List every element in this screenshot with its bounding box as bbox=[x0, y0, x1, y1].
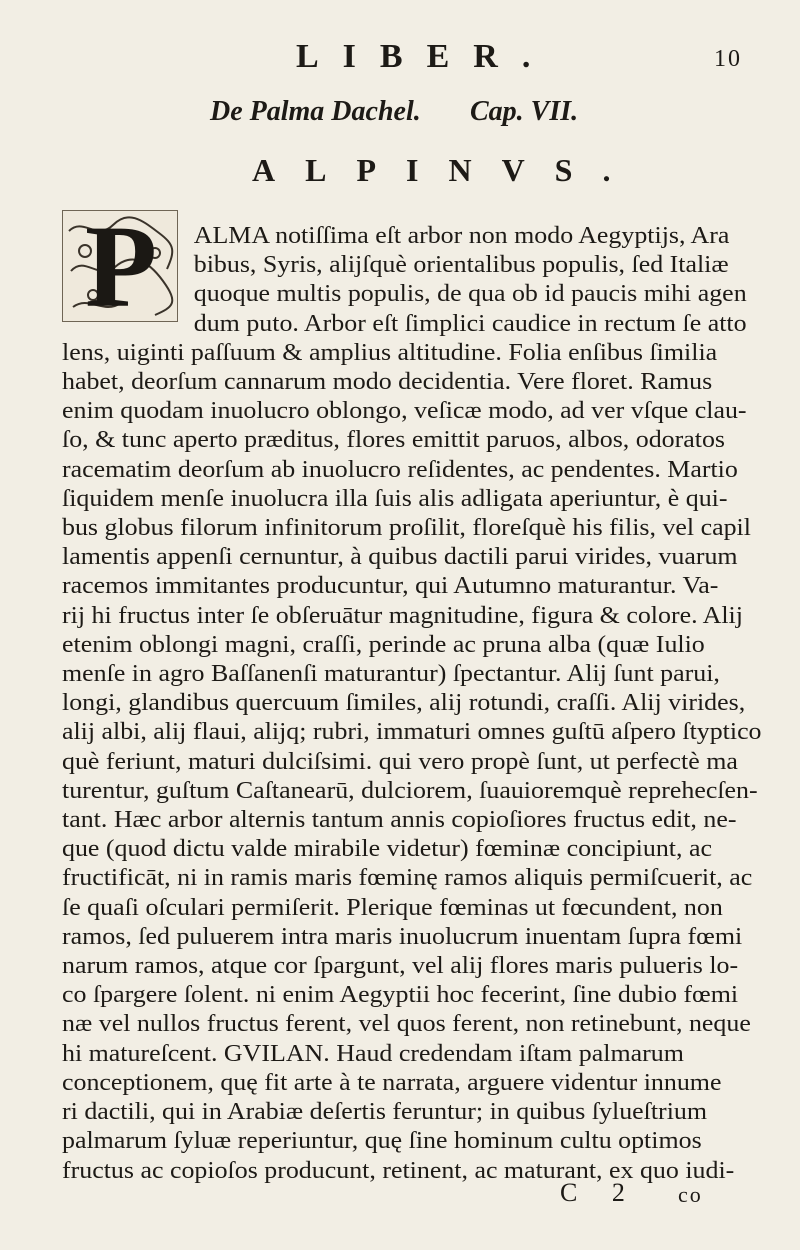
body-text bbox=[62, 222, 762, 1186]
text-line: bus globus filorum infinitorum proſilit, floreſquè his filis, vel capil bbox=[62, 515, 751, 542]
text-line: ramos, ſed puluerem intra maris inuolucrum inuentam ſupra fœmi bbox=[62, 923, 743, 950]
drop-cap-letter: P bbox=[84, 201, 158, 332]
text-line: ALMA notiſſima eſt arbor non modo Aegyptiјs, Ara bbox=[193, 223, 730, 249]
folio-number: 10 bbox=[714, 46, 742, 72]
text-line: habet, deorſum cannarum modo decidentia. Vere floret. Ramus bbox=[62, 369, 713, 396]
text-line: dum puto. Arbor eſt ſimplici caudice in rectum ſe atto bbox=[193, 310, 747, 337]
text-line: racematim deorſum ab inuolucro reſidentes, ac pendentes. Martio bbox=[62, 456, 738, 483]
text-line: racemos immitantes producuntur, qui Autumno maturantur. Va- bbox=[62, 573, 719, 600]
text-line: menſe in agro Baſſanenſi maturantur) ſpectantur. Aliј ſunt parui, bbox=[62, 661, 720, 688]
text-line: aliј albi, aliј flaui, aliјq; rubri, immaturi omnes guſtū aſpero ſtyptico bbox=[62, 719, 762, 746]
chapter-heading bbox=[210, 96, 690, 128]
running-head bbox=[180, 34, 760, 84]
signature-mark: C 2 bbox=[560, 1178, 639, 1207]
text-line: fructus ac copioſos producunt, retinent, ac maturant, ex quo iudi- bbox=[62, 1157, 735, 1184]
text-line: enim quodam inuolucro oblongo, veſicæ modo, ad ver vſque clau- bbox=[62, 398, 747, 425]
text-line: co ſpargere ſolent. ni enim Aegyptii hoc fecerint, ſine dubio fœmi bbox=[62, 982, 739, 1009]
text-line: longi, glandibus quercuum ſimiles, aliј rotundi, craſſi. Aliј virides, bbox=[62, 690, 746, 717]
text-line: ſo, & tunc aperto præditus, flores emittit paruos, albos, odoratos bbox=[62, 427, 726, 454]
text-line: que (quod dictu valde mirabile videtur) fœminæ concipiunt, ac bbox=[62, 836, 712, 863]
text-line: narum ramos, atque cor ſpargunt, vel aliј flores maris pulueris lo- bbox=[62, 953, 739, 980]
text-line: què feriunt, maturi dulciſsimi. qui vero propè ſunt, ut perfectè ma bbox=[62, 748, 738, 775]
text-line: turentur, guſtum Caſtanearū, dulciorem, ſuauioremquè reprehecſen- bbox=[62, 777, 758, 804]
text-line: quoque multis populis, de qua ob id paucis mihi agen bbox=[193, 281, 747, 308]
text-line: ſe quaſi oſculari permiſerit. Plerique fœminas ut fœcundent, non bbox=[62, 894, 723, 921]
chapter-number: Cap. VII. bbox=[470, 96, 579, 127]
text-line: lamentis appenſi cernuntur, à quibus dactili parui virides, vuarum bbox=[62, 544, 738, 571]
text-line: tant. Hæc arbor alternis tantum annis copioſiores fructus edit, ne- bbox=[62, 807, 737, 834]
text-line: palmarum ſyluæ reperiuntur, quę ſine hominum cultu optimos bbox=[62, 1128, 702, 1155]
chapter-title: De Palma Dachel. bbox=[210, 96, 421, 127]
text-line: etenim oblongi magni, craſſi, perinde ac pruna alba (quæ Iulio bbox=[62, 631, 705, 658]
running-title: LIBER. bbox=[296, 38, 555, 75]
text-line: bibus, Syris, aliјſquè orientalibus populis, ſed Italiæ bbox=[193, 252, 729, 279]
text-line: ſiquidem menſe inuolucra illa ſuis alis adligata aperiuntur, è qui- bbox=[62, 485, 728, 512]
text-line: riј hi fructus inter ſe obſeruātur magnitudine, figura & colore. Aliј bbox=[62, 602, 743, 629]
text-line: fructificāt, ni in ramis maris fœminę ramos aliquis permiſcuerit, ac bbox=[62, 865, 753, 892]
author-heading: ALPINVS. bbox=[252, 152, 641, 188]
text-line: næ vel nullos fructus ferent, vel quos ferent, non retinebunt, neque bbox=[62, 1011, 751, 1038]
catchword: co bbox=[678, 1182, 703, 1207]
text-line: lens, uiginti paſſuum & amplius altitudine. Folia enſibus ſimilia bbox=[62, 339, 718, 366]
text-line: conceptionem, quę fit arte à te narrata, arguere videntur innume bbox=[62, 1069, 722, 1096]
text-line: ri dactili, qui in Arabiæ deſertis feruntur; in quibus ſylueſtrium bbox=[62, 1099, 708, 1126]
text-line: hi matureſcent. GVILAN. Haud credendam iſtam palmarum bbox=[62, 1040, 684, 1067]
